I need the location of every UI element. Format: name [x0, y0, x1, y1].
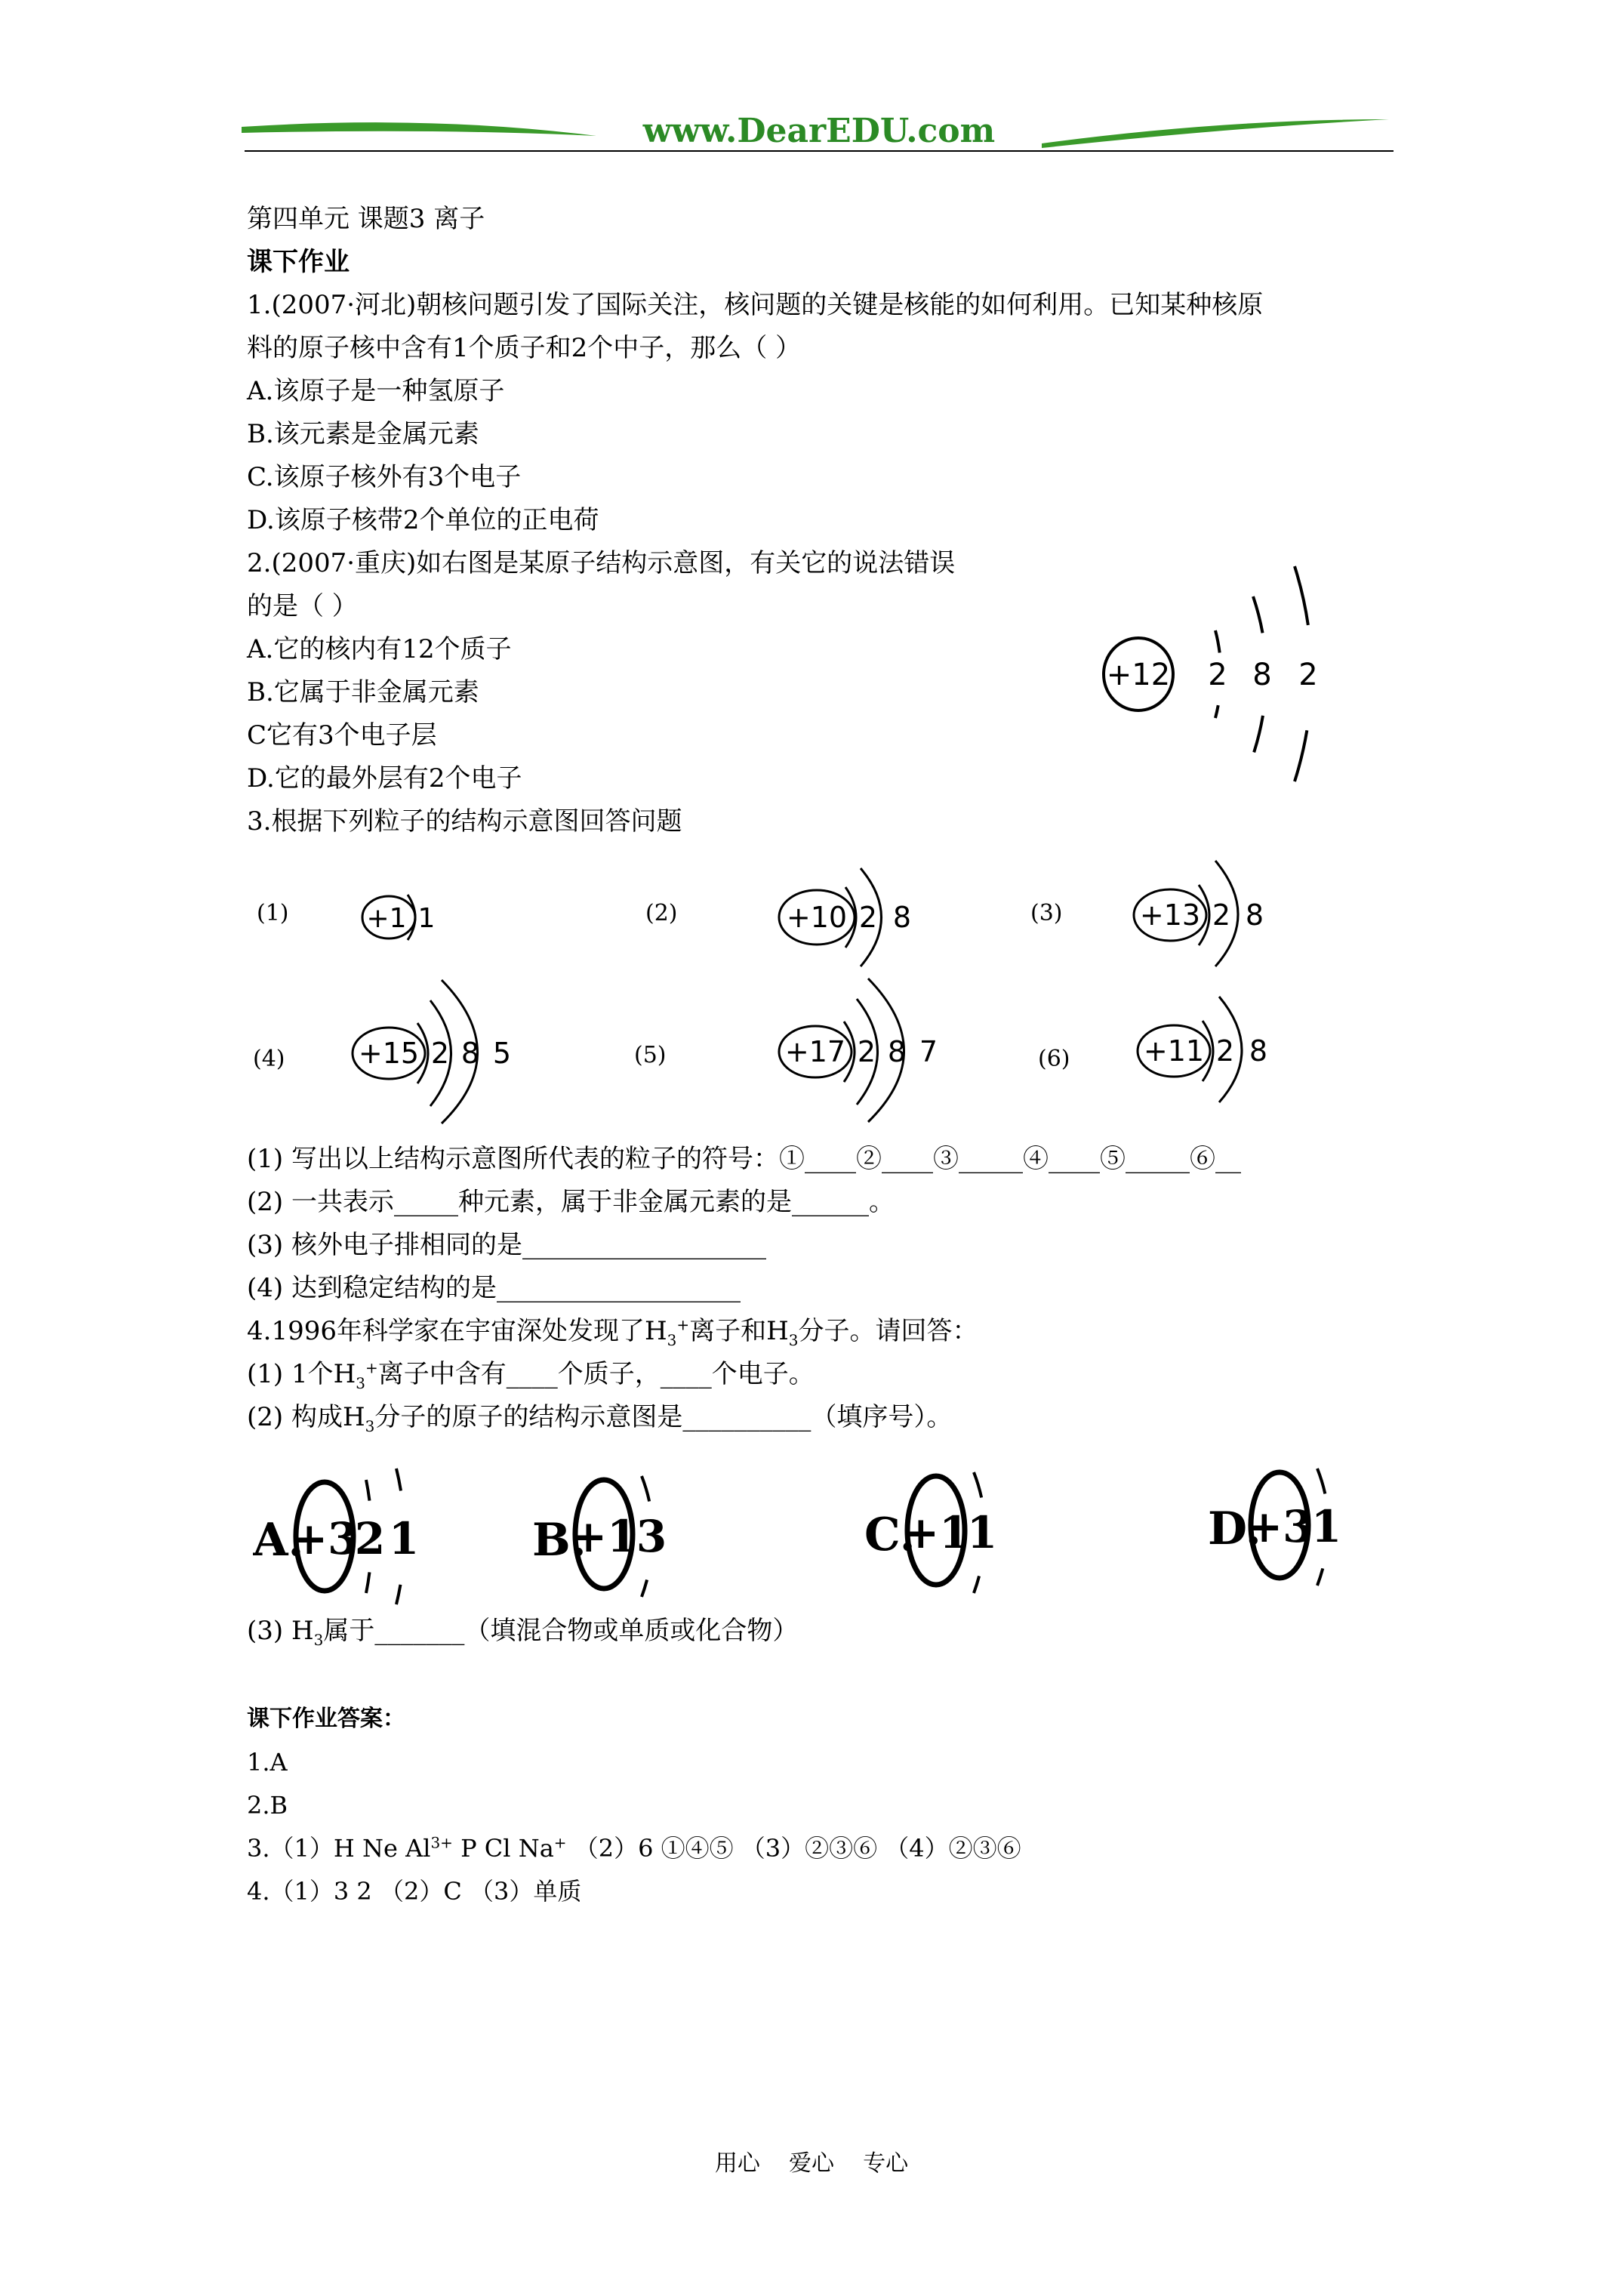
header-swoosh-left [242, 122, 596, 136]
q3-diagram-1-label: (1) [257, 900, 289, 926]
q4-stem-a: 4.1996年科学家在宇宙深处发现了H [247, 1316, 667, 1346]
q3-d1-nucleus-text: +1 [366, 903, 407, 934]
q3-d4-nucleus-text: +15 [358, 1037, 420, 1070]
q3-diagram-4 [343, 974, 532, 1125]
q3-diagram-3-label: (3) [1030, 900, 1063, 926]
q3-diagram-4-label: (4) [253, 1046, 285, 1072]
q3-d5-shell-1: 2 [857, 1035, 876, 1068]
q2-atom-diagram [1095, 562, 1336, 789]
q4-d-shell-1: 1 [1310, 1501, 1342, 1552]
section-title: 课下作业 [247, 247, 350, 277]
q4-b-shell-1: 3 [636, 1511, 667, 1562]
q3-diagram-2-label: (2) [645, 900, 678, 926]
q3-d6-shell-1: 2 [1215, 1034, 1235, 1068]
q2-nucleus-text: +12 [1106, 658, 1171, 692]
answer-3-a: 3.（1）H Ne Al [247, 1834, 431, 1863]
q4-sub2-b: 分子的原子的结构示意图是__________（填序号）。 [374, 1402, 953, 1432]
q2-shell-2-count: 8 [1252, 658, 1272, 692]
q3-d4-shell-3: 5 [492, 1037, 512, 1070]
answer-3-c: （2）6 ①④⑤ （3）②③⑥ （4）②③⑥ [566, 1834, 1021, 1863]
q3-sub3: (3) 核外电子排相同的是___________________ [247, 1230, 766, 1260]
q4-a-label: A. [253, 1514, 304, 1567]
answer-3-b: P Cl Na [452, 1834, 554, 1863]
q3-d3-nucleus-text: +13 [1139, 898, 1201, 932]
q3-d4-shell-2: 8 [460, 1037, 480, 1070]
q3-d6-shell-2: 8 [1249, 1034, 1268, 1068]
q4-stem-c: 分子。请回答： [798, 1316, 978, 1346]
q3-diagram-3 [1125, 853, 1291, 974]
q1-option-b: B.该元素是金属元素 [247, 419, 479, 449]
q4-b-nucleus-text: +1 [570, 1511, 638, 1562]
q3-d1-shell-1: 1 [417, 903, 436, 934]
q4-sub1-sup: + [365, 1358, 378, 1377]
q4-stem-sup: + [676, 1315, 690, 1334]
q4-a-shell-2: 1 [388, 1513, 420, 1564]
header-swoosh-right [1042, 119, 1389, 148]
q4-c-shell-1: 1 [966, 1507, 998, 1558]
q3-diagram-6-label: (6) [1038, 1046, 1070, 1072]
answer-3-sup1: 3+ [430, 1833, 453, 1852]
q4-d-nucleus-text: +3 [1246, 1501, 1313, 1552]
q3-diagram-1 [355, 883, 453, 951]
q1-line1: 1.(2007·河北)朝核问题引发了国际关注，核问题的关键是核能的如何利用。已知某种核原 [247, 290, 1264, 320]
header-logo [242, 106, 1397, 159]
q4-sub2 [247, 1402, 953, 1435]
q3-d1-arc-1 [408, 895, 415, 940]
q3-sub4: (4) 达到稳定结构的是___________________ [247, 1273, 741, 1303]
q4-c-label: C. [864, 1509, 916, 1561]
page-title: 第四单元 课题3 离子 [247, 204, 485, 234]
q2-option-b: B.它属于非金属元素 [247, 677, 479, 707]
header [242, 106, 1397, 159]
q2-shell-1-count: 2 [1208, 658, 1227, 692]
q4-b-label: B. [532, 1514, 587, 1567]
q4-option-a-diagram [253, 1465, 427, 1608]
q2-option-d: D.它的最外层有2个电子 [247, 763, 522, 794]
q4-sub2-sub: 3 [365, 1416, 375, 1435]
answer-1: 1.A [247, 1748, 288, 1777]
q4-d-label: D. [1208, 1502, 1261, 1555]
q4-sub1-b: 离子中含有____个质子，____个电子。 [377, 1359, 815, 1389]
q4-sub3-a: (3) H [247, 1616, 314, 1646]
answers-title: 课下作业答案： [247, 1706, 405, 1732]
q4-stem-sub2: 3 [788, 1330, 799, 1349]
q3-d4-shell-1: 2 [430, 1037, 450, 1070]
q2-option-c: C它有3个电子层 [247, 720, 437, 750]
answer-3-sup2: + [553, 1833, 567, 1852]
q3-sub1: (1) 写出以上结构示意图所代表的粒子的符号：①____②____③_____④____⑤_____⑥__ [247, 1144, 1241, 1174]
q3-d2-nucleus-text: +10 [786, 901, 848, 934]
q1-option-a: A.该原子是一种氢原子 [247, 376, 505, 406]
q4-stem-sub1: 3 [667, 1330, 677, 1349]
q4-option-c-diagram [864, 1461, 1000, 1604]
q2-line1: 2.(2007·重庆)如右图是某原子结构示意图，有关它的说法错误 [247, 548, 956, 578]
answer-2: 2.B [247, 1791, 288, 1820]
q3-d6-nucleus-text: +11 [1143, 1034, 1205, 1068]
q4-stem-b: 离子和H [689, 1316, 789, 1346]
q3-diagram-5 [770, 974, 959, 1125]
q4-sub1-sub: 3 [356, 1373, 365, 1392]
q3-d5-shell-2: 8 [887, 1035, 907, 1068]
q4-option-d-diagram [1208, 1457, 1344, 1601]
q3-d5-nucleus-text: +17 [784, 1035, 846, 1068]
q1-line2: 料的原子核中含有1个质子和2个中子，那么（ ） [247, 333, 802, 363]
q3-diagram-6 [1129, 989, 1295, 1110]
q4-sub3-b: 属于_______（填混合物或单质或化合物） [323, 1616, 799, 1646]
q3-d3-shell-1: 2 [1212, 898, 1231, 932]
q4-c-nucleus-text: +1 [902, 1507, 970, 1558]
q4-sub1 [247, 1358, 815, 1392]
q4-sub3-sub: 3 [313, 1630, 324, 1649]
q2-shell-3-count: 2 [1298, 658, 1318, 692]
q3-d2-shell-2: 8 [892, 901, 912, 934]
q2-option-a: A.它的核内有12个质子 [247, 634, 512, 664]
q3-diagram-2 [770, 861, 936, 974]
q4-a-nucleus-text: +3 [291, 1513, 359, 1564]
q4-sub1-a: (1) 1个H [247, 1359, 356, 1389]
q2-line2: 的是（ ） [247, 591, 358, 621]
q4-a-shell-1: 2 [354, 1513, 386, 1564]
q3-stem: 3.根据下列粒子的结构示意图回答问题 [247, 806, 682, 837]
page-footer: 用心 爱心 专心 [714, 2150, 909, 2177]
q3-sub2: (2) 一共表示_____种元素，属于非金属元素的是______。 [247, 1187, 895, 1217]
q3-d5-shell-3: 7 [919, 1035, 938, 1068]
header-logo-text: www.DearEDU.com [642, 112, 996, 150]
answer-4: 4.（1）3 2 （2）C （3）单质 [247, 1877, 582, 1906]
q4-stem [247, 1315, 978, 1349]
q4-sub2-a: (2) 构成H [247, 1402, 365, 1432]
q3-d3-shell-2: 8 [1245, 898, 1264, 932]
q4-sub3 [247, 1616, 799, 1649]
q3-diagram-5-label: (5) [634, 1042, 667, 1068]
q4-option-b-diagram [532, 1465, 668, 1608]
q3-d2-shell-1: 2 [858, 901, 878, 934]
answer-3 [247, 1833, 1021, 1863]
q1-option-c: C.该原子核外有3个电子 [247, 462, 522, 492]
q1-option-d: D.该原子核带2个单位的正电荷 [247, 505, 599, 535]
